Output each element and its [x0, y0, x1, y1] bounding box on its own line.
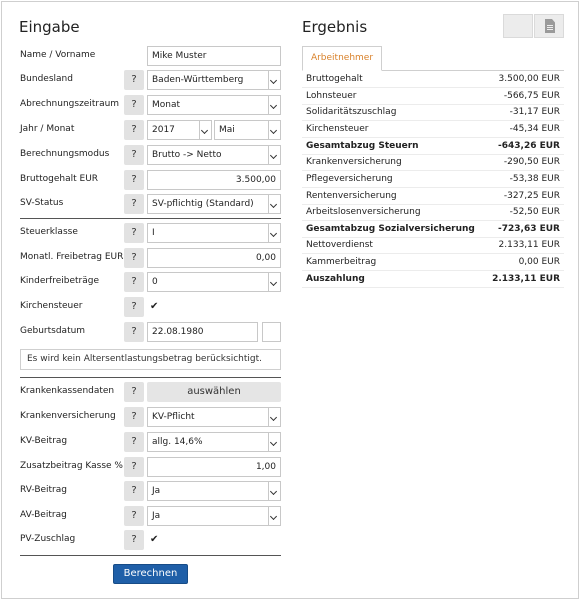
result-value: -723,63 EUR — [498, 224, 560, 234]
result-value: -643,26 EUR — [498, 141, 560, 151]
help-button-pv-zuschlag[interactable]: ? — [124, 530, 144, 550]
geburtsdatum-label: Geburtsdatum — [20, 326, 86, 336]
monat-value: Mai — [219, 125, 235, 135]
result-label: Gesamtabzug Steuern — [306, 141, 419, 151]
info-box: Es wird kein Altersentlastungsbetrag berücksichtigt. — [20, 349, 281, 370]
jahr-value: 2017 — [152, 125, 175, 135]
bundesland-label: Bundesland — [20, 74, 73, 84]
result-row — [302, 254, 564, 271]
bundesland-value: Baden-Württemberg — [152, 75, 244, 85]
result-row — [302, 88, 564, 105]
rv-beitrag-select[interactable] — [147, 481, 281, 501]
kv-beitrag-value: allg. 14,6% — [152, 437, 203, 447]
help-button-kk-daten[interactable]: ? — [124, 382, 144, 402]
result-value: -290,50 EUR — [503, 157, 560, 167]
sv-status-label: SV-Status — [20, 198, 64, 208]
result-value: -53,38 EUR — [509, 174, 560, 184]
help-button-freibetrag[interactable]: ? — [124, 248, 144, 268]
pdf-icon — [545, 19, 555, 33]
help-button-sv-status[interactable]: ? — [124, 194, 144, 214]
result-label: Rentenversicherung — [306, 191, 397, 201]
av-beitrag-value: Ja — [152, 511, 161, 521]
result-row — [302, 188, 564, 205]
divider — [20, 555, 281, 556]
sv-status-value: SV-pflichtig (Standard) — [152, 199, 254, 209]
chevron-down-icon — [268, 408, 280, 426]
help-button-kv-beitrag[interactable]: ? — [124, 432, 144, 452]
chevron-down-icon — [268, 224, 280, 242]
calculator-panel — [1, 1, 579, 599]
help-button-rv-beitrag[interactable]: ? — [124, 481, 144, 501]
row-freibetrag — [20, 248, 282, 268]
kinder-select[interactable] — [147, 272, 281, 292]
brutto-input[interactable]: 3.500,00 — [147, 170, 281, 190]
help-button-steuerklasse[interactable]: ? — [124, 223, 144, 243]
result-row — [302, 237, 564, 254]
calendar-button[interactable] — [262, 322, 281, 342]
result-row — [302, 104, 564, 121]
name-input[interactable]: Mike Muster — [147, 46, 281, 66]
kinder-label: Kinderfreibeträge — [20, 276, 100, 286]
row-kirchensteuer — [20, 297, 282, 317]
chevron-down-icon — [268, 507, 280, 525]
chevron-down-icon — [268, 71, 280, 89]
help-button-kirchensteuer[interactable]: ? — [124, 297, 144, 317]
help-button-jahr[interactable]: ? — [124, 120, 144, 140]
result-row-total — [302, 271, 564, 288]
name-label: Name / Vorname — [20, 50, 96, 60]
monat-select[interactable] — [214, 120, 281, 140]
help-button-zeitraum[interactable]: ? — [124, 95, 144, 115]
result-label: Krankenversicherung — [306, 157, 402, 167]
av-beitrag-label: AV-Beitrag — [20, 510, 67, 520]
result-value: 3.500,00 EUR — [498, 74, 560, 84]
zusatzbeitrag-input[interactable]: 1,00 — [147, 457, 281, 477]
result-label: Lohnsteuer — [306, 91, 357, 101]
row-pv-zuschlag — [20, 530, 282, 550]
result-value: -31,17 EUR — [509, 107, 560, 117]
help-button-modus[interactable]: ? — [124, 145, 144, 165]
row-name — [20, 46, 282, 66]
result-label: Gesamtabzug Sozialversicherung — [306, 224, 475, 234]
sv-status-select[interactable] — [147, 194, 281, 214]
row-geburtsdatum — [20, 322, 282, 342]
chevron-down-icon — [268, 146, 280, 164]
kv-beitrag-select[interactable] — [147, 432, 281, 452]
row-zusatzbeitrag — [20, 457, 282, 477]
jahr-select[interactable] — [147, 120, 212, 140]
help-button-bundesland[interactable]: ? — [124, 70, 144, 90]
result-value: -566,75 EUR — [503, 91, 560, 101]
result-label: Auszahlung — [306, 274, 365, 284]
result-section-title: Ergebnis — [302, 18, 368, 36]
row-bundesland — [20, 70, 282, 90]
zusatzbeitrag-label: Zusatzbeitrag Kasse % — [20, 461, 123, 471]
result-label: Nettoverdienst — [306, 240, 373, 250]
result-label: Kammerbeitrag — [306, 257, 377, 267]
help-button-zusatzbeitrag[interactable]: ? — [124, 457, 144, 477]
freibetrag-label: Monatl. Freibetrag EUR — [20, 252, 124, 262]
result-row — [302, 171, 564, 188]
row-kv — [20, 407, 282, 427]
calculate-button[interactable]: Berechnen — [113, 564, 188, 584]
pv-zuschlag-checkbox[interactable]: ✔ — [150, 534, 159, 545]
steuerklasse-value: I — [152, 228, 155, 238]
bundesland-select[interactable] — [147, 70, 281, 90]
result-value: -327,25 EUR — [503, 191, 560, 201]
pv-zuschlag-label: PV-Zuschlag — [20, 534, 76, 544]
result-label: Bruttogehalt — [306, 74, 363, 84]
result-value: 0,00 EUR — [518, 257, 560, 267]
result-row — [302, 204, 564, 221]
row-kk-daten — [20, 382, 282, 402]
tab-arbeitnehmer[interactable]: Arbeitnehmer — [302, 46, 382, 71]
result-row — [302, 154, 564, 171]
result-value: 2.133,11 EUR — [498, 240, 560, 250]
result-label: Kirchensteuer — [306, 124, 369, 134]
help-button-av-beitrag[interactable]: ? — [124, 506, 144, 526]
modus-label: Berechnungsmodus — [20, 149, 110, 159]
chevron-down-icon — [268, 433, 280, 451]
steuerklasse-label: Steuerklasse — [20, 227, 78, 237]
row-brutto — [20, 170, 282, 190]
help-button-geburtsdatum[interactable]: ? — [124, 322, 144, 342]
zeitraum-value: Monat — [152, 100, 181, 110]
result-label: Solidaritätszuschlag — [306, 107, 397, 117]
input-section-title: Eingabe — [19, 18, 80, 36]
result-row — [302, 121, 564, 138]
kirchensteuer-label: Kirchensteuer — [20, 301, 83, 311]
chevron-down-icon — [268, 273, 280, 291]
result-toolbar — [503, 14, 564, 38]
row-kinder — [20, 272, 282, 292]
zeitraum-select[interactable] — [147, 95, 281, 115]
chevron-down-icon — [268, 96, 280, 114]
divider — [20, 377, 281, 378]
kv-select[interactable] — [147, 407, 281, 427]
brutto-label: Bruttogehalt EUR — [20, 174, 99, 184]
row-zeitraum — [20, 95, 282, 115]
chevron-down-icon — [268, 195, 280, 213]
result-value: -52,50 EUR — [509, 207, 560, 217]
result-value: -45,34 EUR — [509, 124, 560, 134]
result-label: Pflegeversicherung — [306, 174, 393, 184]
kk-daten-label: Krankenkassendaten — [20, 386, 115, 396]
result-row-total — [302, 138, 564, 155]
kirchensteuer-checkbox[interactable]: ✔ — [150, 301, 159, 312]
pdf-export-button[interactable] — [534, 14, 564, 38]
divider — [20, 218, 281, 219]
chevron-down-icon — [268, 482, 280, 500]
av-beitrag-select[interactable] — [147, 506, 281, 526]
help-button-kv[interactable]: ? — [124, 407, 144, 427]
kv-label: Krankenversicherung — [20, 411, 116, 421]
modus-value: Brutto -> Netto — [152, 150, 222, 160]
kinder-value: 0 — [152, 277, 158, 287]
row-jahr-monat — [20, 120, 282, 140]
help-button-brutto[interactable]: ? — [124, 170, 144, 190]
rv-beitrag-label: RV-Beitrag — [20, 485, 67, 495]
chevron-down-icon — [199, 121, 211, 139]
result-label: Arbeitslosenversicherung — [306, 207, 421, 217]
chevron-down-icon — [268, 121, 280, 139]
row-av-beitrag — [20, 506, 282, 526]
freibetrag-input[interactable]: 0,00 — [147, 248, 281, 268]
row-steuerklasse — [20, 223, 282, 243]
row-rv-beitrag — [20, 481, 282, 501]
jahr-monat-label: Jahr / Monat — [20, 124, 75, 134]
kv-value: KV-Pflicht — [152, 412, 195, 422]
geburtsdatum-input[interactable]: 22.08.1980 — [147, 322, 258, 342]
result-value: 2.133,11 EUR — [492, 274, 560, 284]
kv-beitrag-label: KV-Beitrag — [20, 436, 68, 446]
toolbar-button-blank[interactable] — [503, 14, 533, 38]
row-kv-beitrag — [20, 432, 282, 452]
row-modus — [20, 145, 282, 165]
zeitraum-label: Abrechnungszeitraum — [20, 99, 120, 109]
help-button-kinder[interactable]: ? — [124, 272, 144, 292]
result-row-total — [302, 221, 564, 238]
result-row — [302, 71, 564, 88]
modus-select[interactable] — [147, 145, 281, 165]
row-sv-status — [20, 194, 282, 214]
steuerklasse-select[interactable] — [147, 223, 281, 243]
kk-select-button[interactable]: auswählen — [147, 382, 281, 402]
rv-beitrag-value: Ja — [152, 486, 161, 496]
